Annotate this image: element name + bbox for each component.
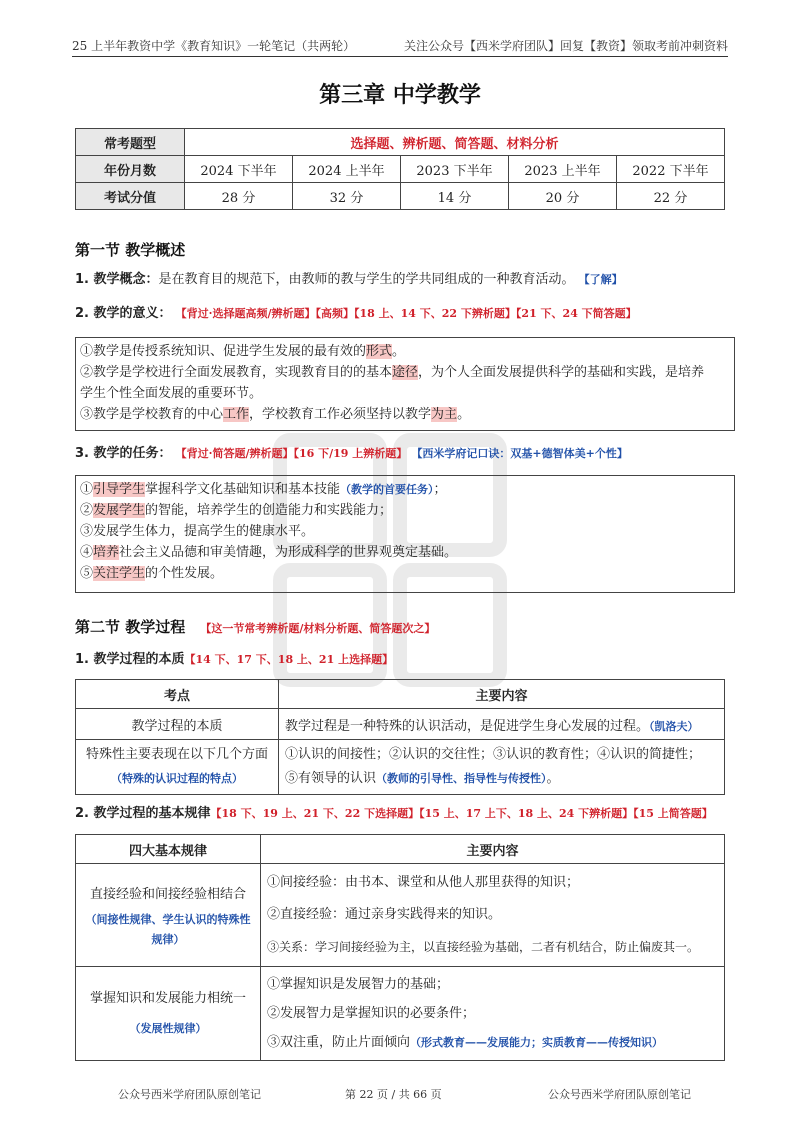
- footer-left: 公众号西米学府团队原创笔记: [118, 1088, 261, 1101]
- note: （教师的引导性、指导性与传授性）: [376, 772, 547, 785]
- highlight: 形式: [366, 344, 393, 359]
- meaning-item: [80, 341, 730, 362]
- page-title: 第三章 中学教学: [319, 83, 481, 108]
- teaching-meaning-heading: [75, 305, 725, 323]
- text: ④: [80, 545, 94, 560]
- task-item: [80, 479, 730, 500]
- laws-tag: 【18 下、19 上、21 下、22 下选择题】: [210, 807, 420, 820]
- page-header: [72, 34, 728, 57]
- note: （特殊的认识过程的特点）: [111, 772, 243, 785]
- text: ②直接经验：通过亲身实践得来的知识。: [267, 907, 502, 922]
- text: ③关系：学习间接经验为主，以直接经验为基础，二者有机结合，防止偏废其一。: [267, 940, 700, 954]
- table-row: [76, 864, 725, 967]
- text: ①: [80, 482, 94, 497]
- cell: [76, 864, 261, 967]
- header-left: 25 上半年教资中学《教育知识》一轮笔记（共两轮）: [72, 38, 356, 53]
- task-item: [80, 542, 730, 563]
- cell: 教学过程的本质: [76, 709, 279, 740]
- meaning-item: [80, 362, 730, 383]
- table-row: [76, 183, 725, 210]
- meaning-label: 2. 教学的意义：: [75, 306, 172, 321]
- cell: [279, 740, 725, 795]
- law-title: 直接经验和间接经验相结合: [89, 887, 246, 902]
- task-note: （教学的首要任务）: [340, 483, 434, 496]
- meaning-item: [80, 404, 730, 425]
- note: （凯洛夫）: [649, 719, 699, 733]
- essence-heading: [75, 651, 725, 669]
- score-cell: 32 分: [293, 183, 401, 210]
- highlight: 工作: [223, 407, 250, 422]
- text: ，为个人全面发展提供科学的基础和实践，是培养: [418, 365, 705, 380]
- column-header: 四大基本规律: [76, 835, 261, 864]
- text: ，学校教育工作必须坚持以教学: [249, 407, 432, 422]
- laws-label: 2. 教学过程的基本规律: [75, 806, 211, 821]
- task-item: [80, 563, 730, 584]
- row-label: 考试分值: [76, 183, 185, 210]
- text: ①认识的间接性；②认识的交往性；③认识的教育性；④认识的简捷性；: [285, 747, 702, 762]
- table-row: [76, 129, 725, 156]
- footer-right: 公众号西米学府团队原创笔记: [548, 1088, 691, 1101]
- section1-title: 第一节 教学概述: [75, 241, 186, 259]
- score-cell: 14 分: [401, 183, 509, 210]
- highlight: 为主: [431, 407, 458, 422]
- note: （发展性规律）: [129, 1021, 207, 1035]
- meaning-box: [75, 337, 735, 431]
- tasks-label: 3. 教学的任务：: [75, 446, 172, 461]
- laws-tag: 【15 上、17 上下、18 上、24 下辨析题】: [419, 807, 634, 820]
- essence-tag: 【14 下、17 下、18 上、21 上选择题】: [184, 653, 394, 666]
- tasks-mnemonic: 【西米学府记口诀：双基+德智体美+个性】: [411, 447, 628, 460]
- teaching-tasks-heading: [75, 445, 725, 463]
- task-item: ③发展学生体力，提高学生的健康水平。: [80, 524, 315, 539]
- year-cell: 2022 下半年: [617, 156, 725, 183]
- cell: [76, 967, 261, 1061]
- text: ②: [80, 503, 94, 518]
- highlight: 关注学生: [93, 566, 146, 581]
- laws-tag: 【15 上简答题】: [633, 807, 713, 820]
- text: 。: [457, 407, 471, 422]
- cell: [76, 740, 279, 795]
- page-number: 第 22 页 / 共 66 页: [345, 1088, 442, 1101]
- note: （间接性规律、学生认识的特殊性规律）: [85, 913, 251, 946]
- tasks-tag: 【背过·简答题/辨析题】【16 下/19 上辨析题】: [175, 447, 408, 460]
- cell: [261, 864, 725, 967]
- score-cell: 20 分: [509, 183, 617, 210]
- highlight: 途径: [392, 365, 419, 380]
- score-cell: 22 分: [617, 183, 725, 210]
- year-cell: 2023 上半年: [509, 156, 617, 183]
- section2-title: 第二节 教学过程: [75, 618, 186, 636]
- text: ②发展智力是掌握知识的必要条件；: [267, 1006, 476, 1021]
- section2-heading: [75, 616, 725, 637]
- column-header: 主要内容: [279, 680, 725, 709]
- text: 社会主义品德和审美情趣，为形成科学的世界观奠定基础。: [119, 545, 458, 560]
- essence-label: 1. 教学过程的本质: [75, 652, 185, 667]
- question-types: 选择题、辨析题、简答题、材料分析: [185, 129, 725, 156]
- task-item: [80, 500, 730, 521]
- essence-table: [75, 679, 725, 795]
- row-label: 常考题型: [76, 129, 185, 156]
- text: ①掌握知识是发展智力的基础；: [267, 977, 450, 992]
- text: 的个性发展。: [145, 566, 224, 581]
- table-row: [76, 156, 725, 183]
- text: ；: [433, 482, 447, 497]
- table-row: [76, 967, 725, 1061]
- text: ①间接经验：由书本、课堂和从他人那里获得的知识；: [267, 875, 580, 890]
- table-row: [76, 709, 725, 740]
- concept-label: 1. 教学概念：: [75, 272, 159, 287]
- law-title: 掌握知识和发展能力相统一: [89, 990, 246, 1006]
- exam-info-table: [75, 128, 725, 210]
- header-right: 关注公众号【西米学府团队】回复【教资】领取考前冲刺资料: [403, 38, 728, 53]
- note: （形式教育——发展能力；实质教育——传授知识）: [410, 1036, 664, 1049]
- text: 的智能，培养学生的创造能力和实践能力；: [145, 503, 393, 518]
- text: ③教学是学校教育的中心: [80, 407, 224, 422]
- cell: [279, 709, 725, 740]
- tasks-box: [75, 475, 735, 593]
- laws-table: [75, 834, 725, 1061]
- text: 掌握科学文化基础知识和基本技能: [145, 482, 341, 497]
- section2-tag: 【这一节常考辨析题/材料分析题、简答题次之】: [200, 622, 436, 635]
- highlight: 培养: [93, 545, 120, 560]
- teaching-concept: [75, 271, 725, 289]
- score-cell: 28 分: [185, 183, 293, 210]
- highlight: 发展学生: [93, 503, 146, 518]
- year-cell: 2024 上半年: [293, 156, 401, 183]
- cell: [261, 967, 725, 1061]
- concept-text: 是在教育目的规范下，由教师的教与学生的学共同组成的一种教育活动。: [158, 272, 575, 287]
- text: ③双注重，防止片面倾向: [267, 1035, 411, 1050]
- text: 。: [546, 771, 560, 786]
- year-cell: 2024 下半年: [185, 156, 293, 183]
- text: ①教学是传授系统知识、促进学生发展的最有效的: [80, 344, 367, 359]
- laws-heading: [75, 805, 735, 823]
- row-label: 年份月数: [76, 156, 185, 183]
- text: ⑤: [80, 566, 94, 581]
- text-line: [285, 767, 718, 791]
- table-header-row: [76, 835, 725, 864]
- text: ②教学是学校进行全面发展教育，实现教育目的的基本: [80, 365, 393, 380]
- table-row: [76, 740, 725, 795]
- concept-tag: 【了解】: [578, 273, 623, 286]
- column-header: 主要内容: [261, 835, 725, 864]
- meaning-tag: 【背过·选择题高频/辨析题】【高频】【18 上、14 下、22 下辨析题】【21 下、24 下简答题】: [175, 307, 637, 320]
- text: 。: [392, 344, 406, 359]
- meaning-item-cont: 学生个性全面发展的重要环节。: [80, 386, 263, 401]
- column-header: 考点: [76, 680, 279, 709]
- table-header-row: [76, 680, 725, 709]
- text: 特殊性主要表现在以下几个方面: [85, 747, 268, 762]
- year-cell: 2023 下半年: [401, 156, 509, 183]
- text: ⑤有领导的认识: [285, 771, 377, 786]
- highlight: 引导学生: [93, 482, 146, 497]
- text-line: [267, 1028, 718, 1057]
- text: 教学过程是一种特殊的认识活动，是促进学生身心发展的过程。: [285, 718, 650, 734]
